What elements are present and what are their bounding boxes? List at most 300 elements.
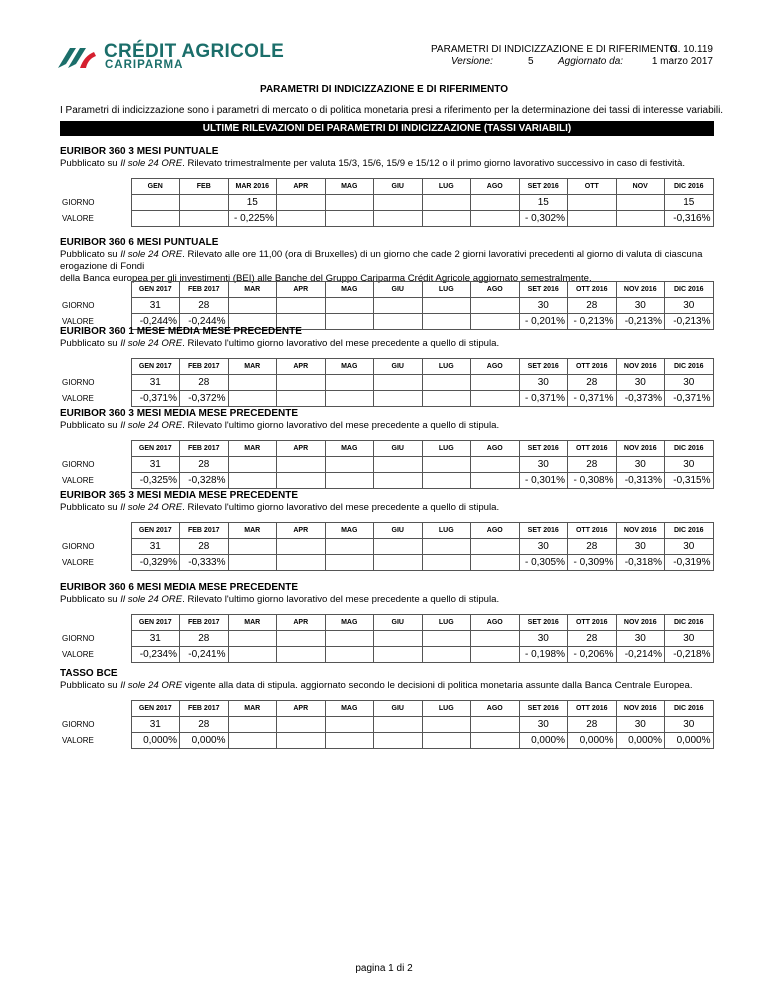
month-header: SET 2016	[519, 441, 568, 457]
giorno-cell	[374, 631, 423, 647]
row-label-valore: VALORE	[62, 317, 94, 326]
month-header: OTT	[568, 179, 617, 195]
month-header: GEN 2017	[131, 359, 180, 375]
updated-value: 1 marzo 2017	[651, 56, 713, 67]
desc-prefix: Pubblicato su	[60, 158, 121, 169]
row-label-giorno: GIORNO	[62, 542, 95, 551]
giorno-cell	[277, 457, 326, 473]
month-header: GEN 2017	[131, 282, 180, 298]
giorno-cell: 28	[568, 457, 617, 473]
giorno-cell	[422, 375, 471, 391]
giorno-cell	[277, 631, 326, 647]
giorno-cell: 15	[665, 195, 714, 211]
giorno-cell	[277, 375, 326, 391]
valore-cell	[228, 733, 277, 749]
valore-cell: -0,371%	[131, 391, 180, 407]
month-header: SET 2016	[519, 359, 568, 375]
desc-suffix: . Rilevato trimestralmente per valuta 15/3, 15/6, 15/9 e 15/12 o il primo giorno lavorativo successivo in caso di festività.	[182, 158, 685, 169]
month-header: APR	[277, 615, 326, 631]
table-header-row	[60, 523, 713, 539]
giorno-cell: 30	[616, 457, 665, 473]
valore-cell	[325, 647, 374, 663]
giorno-cell: 28	[180, 631, 229, 647]
desc-source: Il sole 24 ORE	[120, 594, 183, 605]
valore-cell	[325, 391, 374, 407]
month-header: DIC 2016	[665, 359, 714, 375]
giorno-cell	[374, 195, 423, 211]
table-row	[60, 473, 713, 489]
month-header: NOV 2016	[616, 359, 665, 375]
giorno-cell: 30	[616, 631, 665, 647]
giorno-cell: 30	[665, 298, 714, 314]
valore-cell	[228, 473, 277, 489]
giorno-cell: 28	[180, 457, 229, 473]
header-title: PARAMETRI DI INDICIZZAZIONE E DI RIFERIMENTO	[431, 44, 678, 55]
parameter-section	[60, 490, 716, 568]
section-title: TASSO BCE	[60, 668, 118, 679]
valore-cell: -0,372%	[180, 391, 229, 407]
month-header: MAR	[228, 615, 277, 631]
valore-cell: - 0,302%	[519, 211, 568, 227]
valore-cell: 0,000%	[519, 733, 568, 749]
desc-prefix: Pubblicato su	[60, 680, 121, 691]
giorno-cell: 30	[616, 298, 665, 314]
month-header: GIU	[374, 701, 423, 717]
giorno-cell	[325, 539, 374, 555]
page-footer: pagina 1 di 2	[355, 963, 413, 974]
valore-cell	[422, 391, 471, 407]
giorno-cell	[228, 539, 277, 555]
giorno-cell	[228, 717, 277, 733]
table-row	[60, 555, 713, 571]
valore-cell: - 0,308%	[568, 473, 617, 489]
table-row	[60, 391, 713, 407]
month-header: AGO	[471, 701, 520, 717]
version-label: Versione:	[451, 56, 493, 67]
giorno-cell: 28	[180, 298, 229, 314]
valore-cell: -0,244%	[131, 314, 180, 330]
valore-cell: 0,000%	[131, 733, 180, 749]
giorno-cell: 31	[131, 717, 180, 733]
month-header: GEN 2017	[131, 523, 180, 539]
giorno-cell	[374, 375, 423, 391]
month-header: FEB 2017	[180, 701, 229, 717]
section-title: EURIBOR 360 1 MESE MEDIA MESE PRECEDENTE	[60, 326, 302, 337]
giorno-cell	[325, 375, 374, 391]
valore-cell: -0,328%	[180, 473, 229, 489]
valore-cell	[374, 391, 423, 407]
desc-source: Il sole 24 ORE	[120, 420, 183, 431]
month-header: DIC 2016	[665, 523, 714, 539]
valore-cell: - 0,206%	[568, 647, 617, 663]
valore-cell	[374, 555, 423, 571]
parameter-section	[60, 326, 716, 404]
valore-cell	[422, 555, 471, 571]
valore-cell	[422, 733, 471, 749]
giorno-cell	[422, 717, 471, 733]
section-description	[60, 594, 716, 606]
month-header: SET 2016	[519, 523, 568, 539]
valore-cell	[277, 473, 326, 489]
giorno-cell	[422, 298, 471, 314]
giorno-cell: 30	[665, 717, 714, 733]
table-header-row	[60, 359, 713, 375]
month-header: DIC 2016	[665, 441, 714, 457]
month-header: OTT 2016	[568, 701, 617, 717]
giorno-cell: 31	[131, 298, 180, 314]
month-header: LUG	[422, 523, 471, 539]
section-description	[60, 502, 716, 514]
table-header-row	[60, 282, 713, 298]
giorno-cell	[228, 631, 277, 647]
valore-cell	[277, 391, 326, 407]
valore-cell: - 0,198%	[519, 647, 568, 663]
section-description	[60, 338, 716, 350]
table-header-row	[60, 179, 713, 195]
row-label-valore: VALORE	[62, 736, 94, 745]
month-header: FEB 2017	[180, 359, 229, 375]
valore-cell: 0,000%	[180, 733, 229, 749]
desc-source: Il sole 24 ORE	[120, 249, 183, 260]
header-spacer	[60, 701, 131, 717]
month-header: GIU	[374, 441, 423, 457]
table-header-row	[60, 615, 713, 631]
giorno-cell: 31	[131, 631, 180, 647]
desc-prefix: Pubblicato su	[60, 594, 121, 605]
valore-cell: -0,313%	[616, 473, 665, 489]
giorno-cell: 28	[180, 717, 229, 733]
giorno-cell: 31	[131, 457, 180, 473]
month-header: FEB 2017	[180, 523, 229, 539]
row-label-valore: VALORE	[62, 476, 94, 485]
parameter-section	[60, 408, 716, 486]
valore-cell: -0,316%	[665, 211, 714, 227]
table-row	[60, 717, 713, 733]
section-description-line2: della Banca europea per gli investimenti (BEI) alle Banche del Gruppo Cariparma Crédit Agricole aggiornato semestralmente.	[60, 273, 592, 284]
month-header: AGO	[471, 615, 520, 631]
month-header: SET 2016	[519, 282, 568, 298]
month-header: LUG	[422, 359, 471, 375]
giorno-cell	[228, 375, 277, 391]
credit-agricole-logo-icon	[54, 42, 98, 72]
valore-cell	[325, 211, 374, 227]
giorno-cell: 28	[568, 375, 617, 391]
section-bar-title: ULTIME RILEVAZIONI DEI PARAMETRI DI INDICIZZAZIONE (TASSI VARIABILI)	[60, 121, 714, 136]
month-header: MAG	[325, 523, 374, 539]
month-header: LUG	[422, 615, 471, 631]
month-header: MAG	[325, 441, 374, 457]
parameter-table	[60, 281, 714, 330]
month-header: NOV 2016	[616, 523, 665, 539]
section-title: EURIBOR 360 3 MESI MEDIA MESE PRECEDENTE	[60, 408, 299, 419]
valore-cell	[228, 391, 277, 407]
month-header: MAG	[325, 615, 374, 631]
table-row	[60, 298, 713, 314]
desc-source: Il sole 24 ORE	[120, 680, 183, 691]
row-label-giorno: GIORNO	[62, 720, 95, 729]
giorno-cell: 30	[665, 375, 714, 391]
month-header: NOV 2016	[616, 701, 665, 717]
parameter-table	[60, 522, 714, 571]
valore-cell: - 0,371%	[519, 391, 568, 407]
valore-cell	[228, 555, 277, 571]
valore-cell	[277, 647, 326, 663]
giorno-cell: 30	[616, 539, 665, 555]
valore-cell: -0,325%	[131, 473, 180, 489]
month-header: AGO	[471, 359, 520, 375]
giorno-cell	[228, 457, 277, 473]
giorno-cell: 31	[131, 539, 180, 555]
giorno-cell	[325, 195, 374, 211]
brand-name-line1: CRÉDIT AGRICOLE	[104, 41, 285, 62]
valore-cell: -0,244%	[180, 314, 229, 330]
month-header: AGO	[471, 523, 520, 539]
valore-cell	[471, 555, 520, 571]
month-header: NOV 2016	[616, 441, 665, 457]
valore-cell	[374, 211, 423, 227]
row-label-valore: VALORE	[62, 558, 94, 567]
month-header: DIC 2016	[665, 282, 714, 298]
giorno-cell	[471, 195, 520, 211]
month-header: APR	[277, 179, 326, 195]
giorno-cell	[131, 195, 180, 211]
parameter-table	[60, 700, 714, 749]
valore-cell: -0,318%	[616, 555, 665, 571]
valore-cell: -0,373%	[616, 391, 665, 407]
desc-suffix: . Rilevato alle ore 11,00 (ora di Bruxelles) di un giorno che cade 2 giorni lavorativi precedenti al giorno di valuta di ciascuna erogazione di Fondi	[60, 249, 703, 272]
month-header: GIU	[374, 615, 423, 631]
giorno-cell	[568, 195, 617, 211]
header-spacer	[60, 615, 131, 631]
row-label-giorno: GIORNO	[62, 460, 95, 469]
row-label-giorno: GIORNO	[62, 634, 95, 643]
month-header: FEB 2017	[180, 615, 229, 631]
valore-cell: -0,213%	[616, 314, 665, 330]
giorno-cell	[374, 717, 423, 733]
desc-suffix: vigente alla data di stipula. aggiornato secondo le decisioni di politica monetaria assunte dalla Banca Centrale Europea.	[182, 680, 693, 691]
section-title: EURIBOR 365 3 MESI MEDIA MESE PRECEDENTE	[60, 490, 299, 501]
month-header: OTT 2016	[568, 441, 617, 457]
header-spacer	[60, 179, 131, 195]
section-description	[60, 158, 716, 170]
giorno-cell: 15	[228, 195, 277, 211]
intro-text: I Parametri di indicizzazione sono i parametri di mercato o di politica monetaria presi a riferimento per la determinazione dei tassi di interesse variabili.	[60, 105, 724, 116]
valore-cell: 0,000%	[665, 733, 714, 749]
giorno-cell	[471, 717, 520, 733]
giorno-cell: 30	[616, 717, 665, 733]
desc-prefix: Pubblicato su	[60, 249, 121, 260]
valore-cell	[180, 211, 229, 227]
table-row	[60, 375, 713, 391]
month-header: GEN 2017	[131, 701, 180, 717]
giorno-cell	[471, 457, 520, 473]
month-header: APR	[277, 441, 326, 457]
parameter-section	[60, 582, 716, 660]
giorno-cell	[616, 195, 665, 211]
giorno-cell: 15	[519, 195, 568, 211]
header-spacer	[60, 523, 131, 539]
giorno-cell: 28	[568, 717, 617, 733]
valore-cell: - 0,305%	[519, 555, 568, 571]
giorno-cell: 30	[519, 457, 568, 473]
giorno-cell	[422, 539, 471, 555]
valore-cell: -0,218%	[665, 647, 714, 663]
month-header: DIC 2016	[665, 179, 714, 195]
table-row	[60, 631, 713, 647]
month-header: GEN 2017	[131, 615, 180, 631]
month-header: OTT 2016	[568, 359, 617, 375]
header-spacer	[60, 282, 131, 298]
desc-prefix: Pubblicato su	[60, 502, 121, 513]
valore-cell	[325, 555, 374, 571]
month-header: GIU	[374, 282, 423, 298]
giorno-cell	[422, 195, 471, 211]
giorno-cell	[325, 298, 374, 314]
section-title: EURIBOR 360 3 MESI PUNTUALE	[60, 146, 219, 157]
valore-cell	[325, 473, 374, 489]
giorno-cell: 28	[180, 375, 229, 391]
valore-cell: -0,333%	[180, 555, 229, 571]
month-header: FEB 2017	[180, 441, 229, 457]
month-header: LUG	[422, 441, 471, 457]
valore-cell	[131, 211, 180, 227]
giorno-cell: 30	[665, 457, 714, 473]
month-header: MAR 2016	[228, 179, 277, 195]
valore-cell	[422, 473, 471, 489]
giorno-cell: 28	[568, 298, 617, 314]
table-row	[60, 211, 713, 227]
valore-cell: -0,213%	[665, 314, 714, 330]
giorno-cell: 30	[519, 298, 568, 314]
giorno-cell: 28	[568, 539, 617, 555]
month-header: APR	[277, 701, 326, 717]
section-description	[60, 249, 716, 273]
month-header: MAR	[228, 701, 277, 717]
valore-cell	[471, 211, 520, 227]
valore-cell: - 0,201%	[519, 314, 568, 330]
header-spacer	[60, 359, 131, 375]
valore-cell: -0,319%	[665, 555, 714, 571]
month-header: OTT 2016	[568, 615, 617, 631]
giorno-cell	[471, 298, 520, 314]
valore-cell: -0,241%	[180, 647, 229, 663]
valore-cell: - 0,301%	[519, 473, 568, 489]
section-description	[60, 680, 716, 692]
valore-cell	[471, 391, 520, 407]
valore-cell: -0,214%	[616, 647, 665, 663]
giorno-cell: 30	[519, 539, 568, 555]
giorno-cell	[471, 375, 520, 391]
valore-cell	[471, 733, 520, 749]
month-header: MAG	[325, 179, 374, 195]
valore-cell: -0,329%	[131, 555, 180, 571]
giorno-cell	[277, 539, 326, 555]
giorno-cell: 30	[616, 375, 665, 391]
valore-cell: -0,371%	[665, 391, 714, 407]
month-header: MAG	[325, 701, 374, 717]
month-header: APR	[277, 523, 326, 539]
parameter-section	[60, 668, 716, 746]
row-label-giorno: GIORNO	[62, 378, 95, 387]
month-header: APR	[277, 282, 326, 298]
header-spacer	[60, 441, 131, 457]
month-header: GIU	[374, 179, 423, 195]
giorno-cell	[277, 298, 326, 314]
valore-cell	[325, 733, 374, 749]
brand-name-line2: CARIPARMA	[105, 59, 184, 71]
giorno-cell	[374, 457, 423, 473]
month-header: DIC 2016	[665, 701, 714, 717]
month-header: MAR	[228, 441, 277, 457]
month-header: MAR	[228, 359, 277, 375]
parameter-table	[60, 358, 714, 407]
valore-cell: - 0,371%	[568, 391, 617, 407]
parameter-table	[60, 614, 714, 663]
desc-source: Il sole 24 ORE	[120, 338, 183, 349]
table-row	[60, 195, 713, 211]
giorno-cell	[325, 457, 374, 473]
month-header: SET 2016	[519, 179, 568, 195]
parameter-table	[60, 178, 714, 227]
valore-cell: - 0,225%	[228, 211, 277, 227]
month-header: SET 2016	[519, 701, 568, 717]
table-header-row	[60, 441, 713, 457]
desc-suffix: . Rilevato l'ultimo giorno lavorativo del mese precedente a quello di stipula.	[182, 594, 500, 605]
parameter-table	[60, 440, 714, 489]
month-header: GEN 2017	[131, 441, 180, 457]
month-header: GIU	[374, 523, 423, 539]
table-row	[60, 733, 713, 749]
giorno-cell: 30	[665, 539, 714, 555]
month-header: GIU	[374, 359, 423, 375]
valore-cell	[422, 647, 471, 663]
valore-cell	[374, 473, 423, 489]
month-header: DIC 2016	[665, 615, 714, 631]
row-label-giorno: GIORNO	[62, 198, 95, 207]
giorno-cell	[471, 631, 520, 647]
giorno-cell: 30	[519, 717, 568, 733]
giorno-cell	[325, 717, 374, 733]
month-header: AGO	[471, 441, 520, 457]
giorno-cell	[422, 631, 471, 647]
desc-prefix: Pubblicato su	[60, 338, 121, 349]
table-row	[60, 647, 713, 663]
section-description	[60, 420, 716, 432]
valore-cell	[471, 473, 520, 489]
giorno-cell: 30	[665, 631, 714, 647]
valore-cell	[374, 733, 423, 749]
version-value: 5	[528, 56, 534, 67]
giorno-cell: 31	[131, 375, 180, 391]
document-number: N. 10.119	[670, 44, 713, 55]
month-header: LUG	[422, 701, 471, 717]
valore-cell	[228, 647, 277, 663]
giorno-cell	[277, 195, 326, 211]
month-header: OTT 2016	[568, 523, 617, 539]
valore-cell: - 0,213%	[568, 314, 617, 330]
month-header: SET 2016	[519, 615, 568, 631]
month-header: NOV 2016	[616, 282, 665, 298]
month-header: AGO	[471, 179, 520, 195]
valore-cell: 0,000%	[616, 733, 665, 749]
giorno-cell	[228, 298, 277, 314]
month-header: APR	[277, 359, 326, 375]
giorno-cell	[374, 298, 423, 314]
month-header: AGO	[471, 282, 520, 298]
section-title: EURIBOR 360 6 MESI PUNTUALE	[60, 237, 219, 248]
brand-logo	[54, 38, 294, 78]
valore-cell	[277, 555, 326, 571]
